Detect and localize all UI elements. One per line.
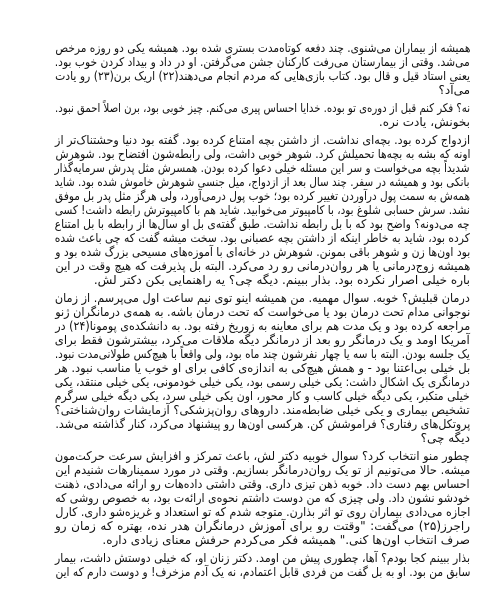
line-text: پروتکل‌های رفتاری؟ فراموشش کن. هرکسی اون‌ها رو پیشنهاد می‌کرد، کنار گذاشته می‌شد. — [55, 417, 470, 431]
line-text: نوجوانی مدام تحت درمان بود یا می‌خواست که تحت درمان باشه. به همه‌ی درمانگران ژنو — [55, 305, 470, 319]
line-text: خیلی متکبر، یکی دیگه خیلی کاسب و کار محور، اون یکی خیلی سرد، یکی دیگه خیلی سرگرم — [55, 389, 470, 403]
line-text: آمریکا اومد و یک درمانگر رو بعد از درمانگر دیگه ملاقات می‌کرد، بیشترشون فقط برای — [55, 333, 470, 347]
paragraph — [55, 41, 470, 97]
paragraph — [55, 449, 470, 547]
paragraph — [55, 133, 470, 287]
line-text: احساس بهم دست داد. خوبه ذهن تیزی داری. وقتی داشتی داده‌هات رو ارائه می‌دادی، ذهنت — [55, 477, 470, 491]
text-line — [55, 333, 470, 347]
line-text: ازدواج کرده بود. بچه‌ای نداشت. از داشتن بچه امتناع کرده بود. گفته بود دنیا وحشتناک‌تر از — [55, 133, 470, 147]
line-text: خودشو نشون داد. ولی چیزی که من دوست داشتم نحوه‌ی ارائه‌ت بود، به خصوص روشی که — [55, 491, 470, 505]
paragraph — [55, 101, 470, 129]
text-line — [55, 175, 470, 189]
paragraph — [55, 551, 470, 579]
line-text: اجازه می‌دادی بیماران روی تو اثر بذارن. متوجه شدم که تو استعداد و غریزه‌شو داری. کارل — [55, 505, 470, 519]
text-line — [55, 55, 470, 69]
text-line — [55, 305, 470, 319]
line-text: صرف انتخاب اون‌ها کنی." همیشه فکر می‌کردم حرفش معنای زیادی داره. — [102, 533, 470, 547]
text-line — [55, 533, 470, 547]
text-line — [55, 403, 470, 417]
line-text: چطور منو انتخاب کرد؟ سوال خوبیه دکتر لش، باعث تمرکز و افزایش سرعت حرکت‌مون — [55, 449, 470, 463]
text-line — [55, 565, 470, 579]
text-line — [55, 463, 470, 477]
text-line — [55, 505, 470, 519]
line-text: باره خیلی اصرار نکرده بود. بذار ببینم. دیگه چی؟ یه راهنمایی بکن دکتر لش. — [93, 273, 470, 287]
text-line — [55, 161, 470, 175]
line-text: بانکی بود و همیشه در سفر. چند سال بعد از ازدواج، میل جنسی شوهرش خاموش شده بود. شاید — [55, 175, 470, 189]
text-line — [55, 291, 470, 305]
line-text: نه؟ فکر کنم قبل از دوره‌ی تو بوده. خدایا احساس پیری می‌کنم. چیز خوبی بود، برن اصلاً احمق نبود. — [55, 101, 470, 115]
text-line — [55, 347, 470, 361]
line-text: یعنی استاد قیل و قال بود. کتاب بازی‌هایی که مردم انجام می‌دهند(۲۲) اریک برن(۲۳) رو یادت — [55, 69, 470, 83]
text-line — [55, 101, 470, 115]
text-line — [55, 69, 470, 83]
text-line — [55, 319, 470, 333]
text-line — [55, 245, 470, 259]
text-line — [55, 147, 470, 161]
paragraph — [55, 291, 470, 445]
line-text: بود اون‌ها زن و شوهر باقی بمونن. شوهرش در خانه‌ای با آموزه‌های مسیحی بزرگ شده بود و — [55, 245, 470, 259]
line-text: بل خیلی بی‌اعتنا بود - و همش هیچ‌کی به اندازه‌ی کافی برای او خوب یا مناسب نبود. هر — [55, 361, 470, 375]
text-line — [55, 189, 470, 203]
line-text: درمان قبلیش؟ خوبه. سوال مهمیه. من همیشه اینو توی نیم ساعت اول می‌پرسم. از زمان — [55, 291, 470, 305]
text-line — [55, 203, 470, 217]
text-line — [55, 491, 470, 505]
line-text: اونه که بشه به بچه‌ها تحمیلش کرد. شوهر خوبی داشت، ولی رابطه‌شون افتضاح بود. شوهرش — [55, 147, 470, 161]
text-line — [55, 115, 470, 129]
text-line — [55, 217, 470, 231]
text-line — [55, 431, 470, 445]
line-text: بذار ببینم کجا بودم؟ آها، چطوری پیش من اومد. دکتر زنان او، که خیلی دوستش داشت، بیمار — [55, 551, 470, 565]
line-text: درمانگری یک اشکال داشت: یکی خیلی رسمی بود، یکی خیلی خودمونی، یکی خیلی منتقد، یکی — [55, 375, 470, 389]
text-line — [55, 231, 470, 245]
text-body — [55, 41, 470, 579]
line-text: می‌آد؟ — [438, 83, 470, 97]
line-text: کرده بود، شاید به خاطر اینکه از داشتن بچه عصبانی بود. سخت میشه گفت که چی باعث شده — [55, 231, 470, 245]
line-text: یک جلسه بودن. البته با سه یا چهار نفرشون چند ماه بود، ولی واقعاً با هیچ‌کس طولانی‌مدت نبود. — [55, 347, 470, 361]
text-line — [55, 389, 470, 403]
text-line — [55, 83, 470, 97]
line-text: تشخیص بیماری و یکی خیلی ضابطه‌مند. داروهای روان‌پزشکی؟ آزمایشات روان‌شناختی؟ — [55, 403, 470, 417]
text-line — [55, 133, 470, 147]
line-text: میشه. حالا می‌تونیم از تو یک روان‌درمانگر بسازیم. وقتی در مورد سمینارهات شنیدم این — [55, 463, 470, 477]
text-line — [55, 551, 470, 565]
line-text: نشد. سرش حسابی شلوغ بود، با کامپیوتر می‌خوابید. شاید هم با کامپیوترش رابطه داشت! کسی — [55, 203, 470, 217]
line-text: همیشه از بیماران می‌شنوی. چند دفعه کوتاه‌مدت بستری شده بود. همیشه یکی دو روزه مرخص — [55, 41, 470, 55]
line-text: راجرز(۲۵) می‌گفت: "وقتت رو برای آموزش درمانگران هدر نده، بهتره که زمان رو — [55, 519, 470, 533]
text-line — [55, 375, 470, 389]
text-line — [55, 477, 470, 491]
text-line — [55, 519, 470, 533]
line-text: مراجعه کرده بود و یک مدت هم برای معاینه به زوریخ رفته بود. به دانشکده‌ی پومونا(۲۴) در — [55, 319, 470, 333]
line-text: سابق من بود. او به بل گفت من فردی قابل اعتمادم، نه یک آدم مزخرف! و دوست دارم که این — [55, 565, 470, 579]
text-line — [55, 41, 470, 55]
text-line — [55, 417, 470, 431]
line-text: همه‌ش به سمت پول درآوردن تغییر کرده بود؛ خوب پول درمی‌آورد، ولی هرگز مثل پدر بل موفق — [55, 189, 470, 203]
line-text: همیشه زوج‌درمانی یا هر روان‌درمانی رو رد می‌کرد. البته بل پذیرفت که هیچ وقت در این — [55, 259, 470, 273]
line-text: شدیداً بچه می‌خواست و سر این مسئله خیلی دعوا کرده بودن. همسرش مثل پدرش سرمایه‌گذار — [55, 161, 470, 175]
text-line — [55, 449, 470, 463]
line-text: بخونش، یادت نره. — [378, 115, 470, 129]
line-text: می‌شد. وقتی از بیمارستان می‌رفت کارکنان جشن می‌گرفتن. او در داد و بیداد کردن خوب بود. — [55, 55, 470, 69]
line-text: دیگه چی؟ — [420, 431, 470, 445]
text-line — [55, 259, 470, 273]
line-text: چه می‌دونه؟ واضح بود که با بل رابطه نداشت. طبق گفته‌ی بل او سال‌ها از رابطه با بل امتناع — [55, 217, 470, 231]
text-line — [55, 273, 470, 287]
text-line — [55, 361, 470, 375]
